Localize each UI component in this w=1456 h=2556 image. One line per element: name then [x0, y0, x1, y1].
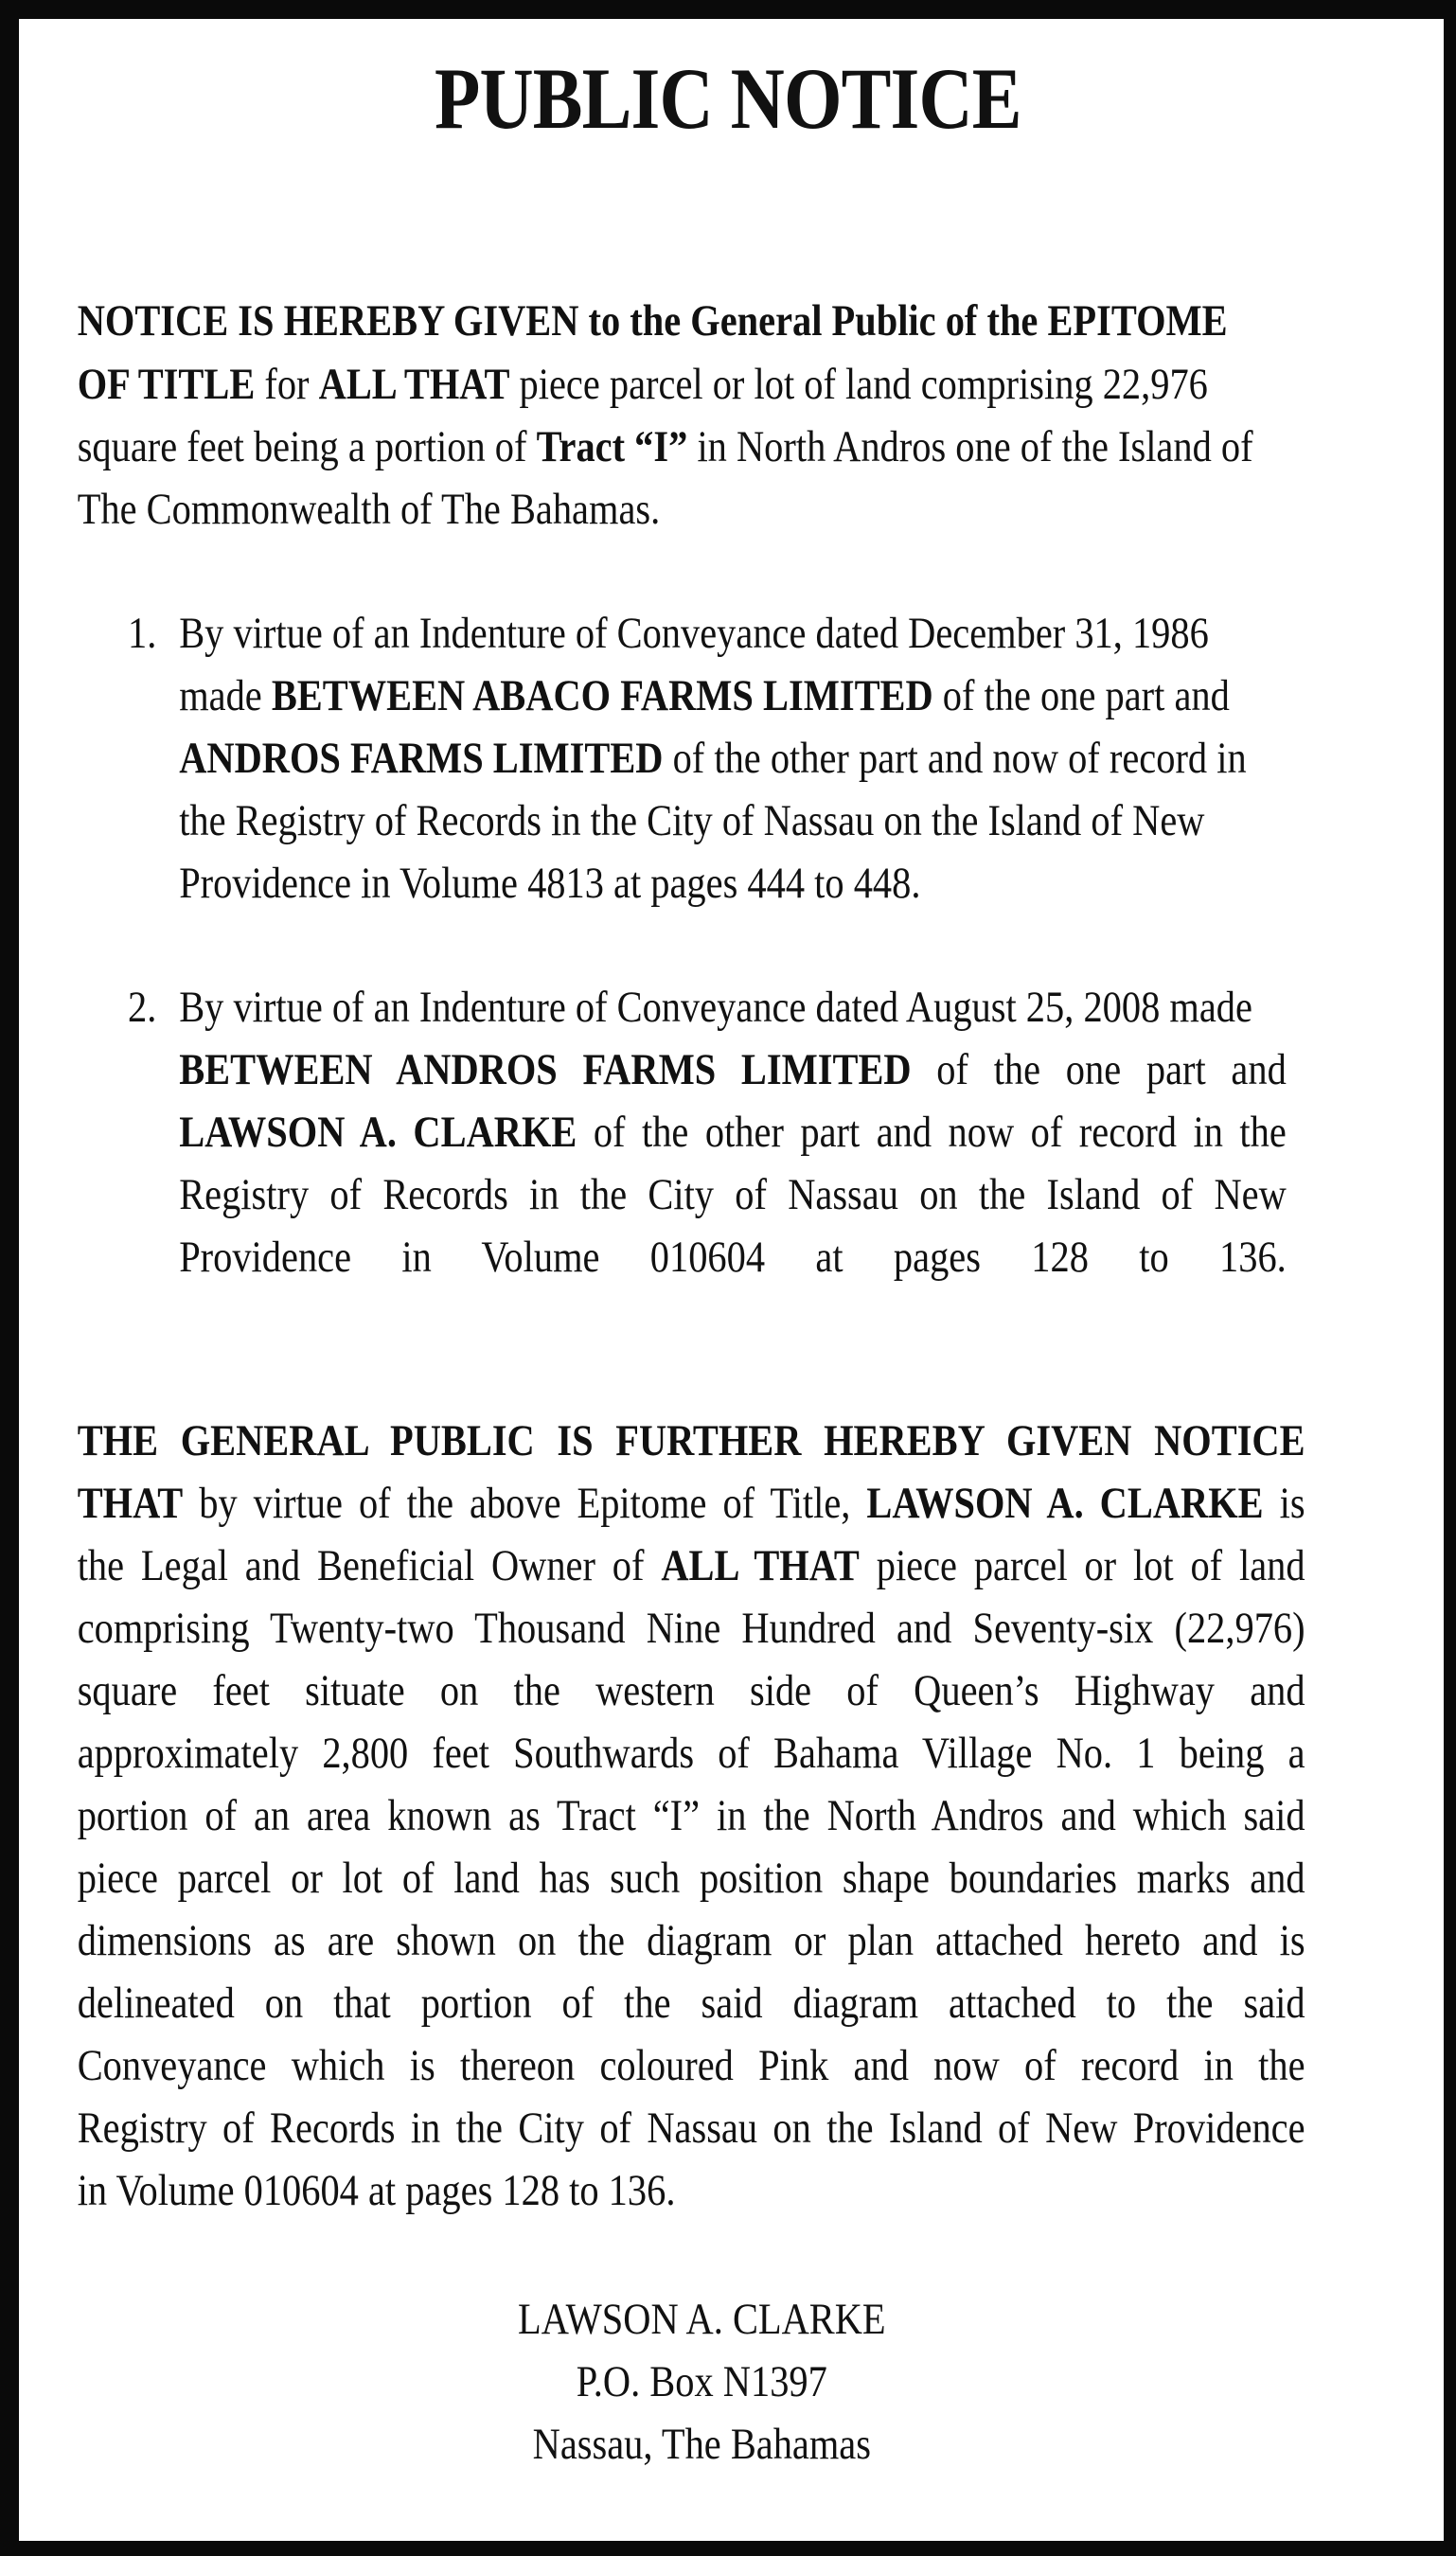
item2-text: of the one part and	[911, 1045, 1287, 1094]
further-line-5	[77, 1666, 1305, 1715]
item1-line-4	[179, 796, 1205, 845]
intro-text: piece parcel or lot of land comprising 22,976	[509, 360, 1208, 409]
item2-bold-text: BETWEEN ANDROS FARMS LIMITED	[179, 1045, 912, 1094]
intro-bold-text: NOTICE IS HEREBY GIVEN to the General Public of the EPITOME	[77, 296, 1228, 346]
item1-text: By virtue of an Indenture of Conveyance dated December 31, 1986	[179, 609, 1209, 658]
page-title: PUBLIC NOTICE	[434, 50, 1021, 147]
further-text: Registry of Records in the City of Nassau on the Island of New Providence	[77, 2103, 1305, 2153]
further-line-4	[78, 1606, 1305, 1651]
further-text: delineated on that portion of the said diagram attached to the said	[77, 1979, 1305, 2028]
item2-text: Providence in Volume 010604 at pages 128 to 136.	[179, 1233, 1287, 1282]
item1-bold-text: ANDROS FARMS LIMITED	[179, 734, 664, 783]
further-text: piece parcel or lot of land	[859, 1541, 1305, 1590]
intro-line-2	[77, 360, 1208, 409]
signature-name: LAWSON A. CLARKE	[518, 2295, 886, 2344]
further-bold-text: LAWSON A. CLARKE	[866, 1479, 1264, 1528]
item2-bold-text: LAWSON A. CLARKE	[179, 1108, 577, 1157]
item2-line-2	[179, 1045, 1287, 1094]
further-line-12	[77, 2103, 1305, 2153]
further-text: in Volume 010604 at pages 128 to 136.	[77, 2166, 676, 2215]
further-text: the Legal and Beneficial Owner of	[77, 1541, 662, 1590]
further-line-6	[78, 1731, 1305, 1776]
item1-text: the Registry of Records in the City of Nassau on the Island of New	[179, 796, 1205, 845]
intro-bold-text: Tract “I”	[536, 422, 688, 471]
signature-city: Nassau, The Bahamas	[532, 2420, 871, 2469]
intro-text: square feet being a portion of	[77, 422, 537, 471]
item2-line-3	[179, 1110, 1287, 1155]
further-text: by virtue of the above Epitome of Title,	[183, 1479, 867, 1528]
further-line-13	[77, 2166, 676, 2215]
item2-text: Registry of Records in the City of Nassau on the Island of New	[179, 1170, 1287, 1219]
item2-line-1	[179, 985, 1252, 1030]
intro-text: for	[255, 360, 319, 409]
item1-text: of the other part and now of record in	[663, 734, 1247, 783]
further-bold-text: ALL THAT	[661, 1541, 860, 1590]
further-text: piece parcel or lot of land has such position shape boundaries marks and	[77, 1854, 1305, 1903]
further-line-10	[78, 1981, 1305, 2026]
intro-line-3	[77, 422, 1253, 471]
item1-line-2	[179, 671, 1230, 720]
intro-bold-text: OF TITLE	[77, 360, 256, 409]
item1-text: Providence in Volume 4813 at pages 444 to 448.	[179, 859, 921, 908]
further-line-7	[77, 1791, 1305, 1840]
item2-line-5	[179, 1235, 1287, 1280]
item1-line-3	[179, 734, 1247, 783]
intro-line-1	[77, 296, 1228, 346]
further-line-11	[77, 2041, 1305, 2090]
intro-bold-text: ALL THAT	[318, 360, 510, 409]
further-text: comprising Twenty-two Thousand Nine Hundred and Seventy-six (22,976)	[77, 1604, 1305, 1653]
item2-text: By virtue of an Indenture of Conveyance dated August 25, 2008 made	[179, 983, 1252, 1032]
item1-text: of the one part and	[932, 671, 1230, 720]
further-line-1	[77, 1416, 1305, 1465]
further-line-8	[78, 1856, 1305, 1901]
further-text: dimensions as are shown on the diagram or plan attached hereto and is	[77, 1916, 1305, 1965]
further-text: Conveyance which is thereon coloured Pink and now of record in the	[77, 2041, 1305, 2090]
further-line-2	[77, 1479, 1305, 1528]
item2-line-4	[179, 1170, 1287, 1219]
item1-line-1	[179, 609, 1209, 658]
item1-line-5	[179, 861, 920, 906]
list-number-1: 1.	[128, 609, 157, 658]
intro-line-4	[77, 485, 661, 534]
intro-text: The Commonwealth of The Bahamas.	[77, 485, 661, 534]
further-line-3	[77, 1541, 1305, 1590]
further-text: approximately 2,800 feet Southwards of Bahama Village No. 1 being a	[77, 1729, 1305, 1778]
further-bold-text: THE GENERAL PUBLIC IS FURTHER HEREBY GIVEN NOTICE	[77, 1416, 1305, 1465]
list-number-2: 2.	[128, 983, 157, 1032]
item1-bold-text: BETWEEN ABACO FARMS LIMITED	[271, 671, 933, 720]
further-text: square feet situate on the western side of Queen’s Highway and	[77, 1666, 1305, 1715]
item2-text: of the other part and now of record in the	[577, 1108, 1287, 1157]
further-line-9	[77, 1916, 1305, 1965]
intro-text: in North Andros one of the Island of	[687, 422, 1253, 471]
signature-po-box: P.O. Box N1397	[576, 2357, 827, 2406]
further-text: is	[1263, 1479, 1305, 1528]
further-text: portion of an area known as Tract “I” in the North Andros and which said	[77, 1791, 1305, 1840]
item1-text: made	[179, 671, 272, 720]
further-bold-text: THAT	[77, 1479, 184, 1528]
